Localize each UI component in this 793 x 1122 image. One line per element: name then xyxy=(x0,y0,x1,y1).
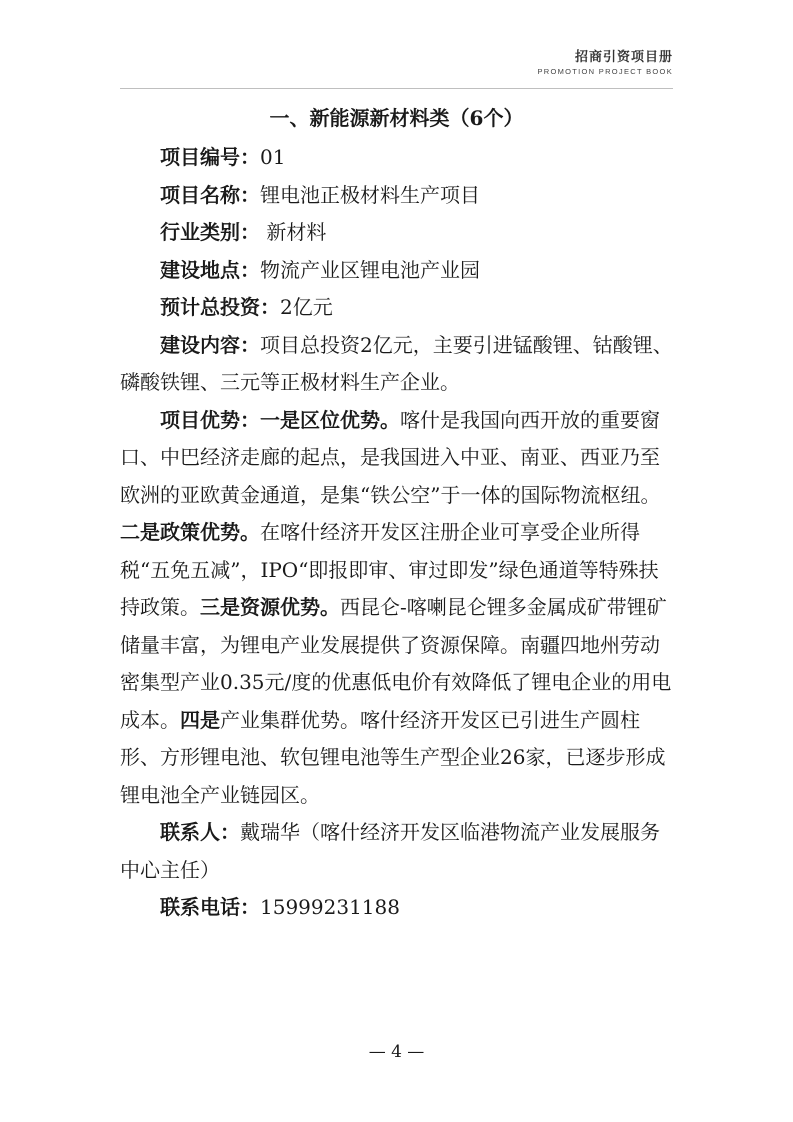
advantage-4-text: 产业集群优势。喀什经济开发区已引进生产圆柱形、方形锂电池、软包锂电池等生产型企业26家，已逐步形成锂电池全产业链园区。 xyxy=(120,707,666,807)
project-content xyxy=(120,139,673,927)
project-number-row xyxy=(120,139,673,177)
industry-row xyxy=(120,214,673,252)
page-number: — 4 — xyxy=(368,1042,425,1062)
contact-paragraph xyxy=(120,814,673,889)
industry-value: 新材料 xyxy=(260,220,327,244)
investment-value: 2亿元 xyxy=(280,295,333,319)
advantage-4-heading: 四是 xyxy=(180,707,220,732)
construction-content-label: 建设内容： xyxy=(160,332,260,357)
advantage-3-text: 西昆仑-喀喇昆仑锂多金属成矿带锂矿储量丰富，为锂电产业发展提供了资源保障。南疆四地州劳动密集型产业0.35元/度的优惠低电价有效降低了锂电企业的用电成本。 xyxy=(120,595,672,732)
project-name-label: 项目名称： xyxy=(160,182,260,207)
advantages-label: 项目优势： xyxy=(160,407,260,432)
contact-value: 戴瑞华（喀什经济开发区临港物流产业发展服务中心主任） xyxy=(120,820,660,882)
advantages-paragraph xyxy=(120,402,673,815)
location-value: 物流产业区锂电池产业园 xyxy=(260,257,480,282)
brand-title-en: PROMOTION PROJECT BOOK xyxy=(537,67,673,76)
project-name-row xyxy=(120,177,673,215)
advantage-1-heading: 一是区位优势。 xyxy=(260,407,400,432)
advantage-2-heading: 二是政策优势。 xyxy=(120,520,260,544)
section-title: 一、新能源新材料类（6个） xyxy=(269,106,524,130)
phone-value: 15999231188 xyxy=(260,895,400,919)
header-brand xyxy=(537,50,673,77)
investment-row xyxy=(120,289,673,327)
project-name-value: 锂电池正极材料生产项目 xyxy=(260,182,480,207)
brand-title-cn: 招商引资项目册 xyxy=(574,50,673,65)
phone-row xyxy=(120,889,673,927)
phone-label: 联系电话： xyxy=(160,895,260,919)
project-number-value: 01 xyxy=(260,145,286,169)
investment-label: 预计总投资： xyxy=(160,295,280,319)
location-label: 建设地点： xyxy=(160,257,260,282)
construction-content-text: 项目总投资2亿元，主要引进锰酸锂、钴酸锂、磷酸铁锂、三元等正极材料生产企业。 xyxy=(120,332,673,394)
advantage-2-text: 在喀什经济开发区注册企业可享受企业所得税“五免五减”，IPO“即报即审、审过即发”绿色通道等特殊扶持政策。 xyxy=(120,520,659,619)
construction-content-paragraph xyxy=(120,327,673,402)
project-number-label: 项目编号： xyxy=(160,145,260,169)
advantage-1-text: 喀什是我国向西开放的重要窗口、中巴经济走廊的起点，是我国进入中亚、南亚、西亚乃至欧洲的亚欧黄金通道，是集“铁公空”于一体的国际物流枢纽。 xyxy=(120,407,661,507)
location-row xyxy=(120,252,673,290)
industry-label: 行业类别： xyxy=(160,220,260,244)
header-divider xyxy=(120,88,673,89)
contact-label: 联系人： xyxy=(160,820,240,844)
advantage-3-heading: 三是资源优势。 xyxy=(200,595,340,619)
